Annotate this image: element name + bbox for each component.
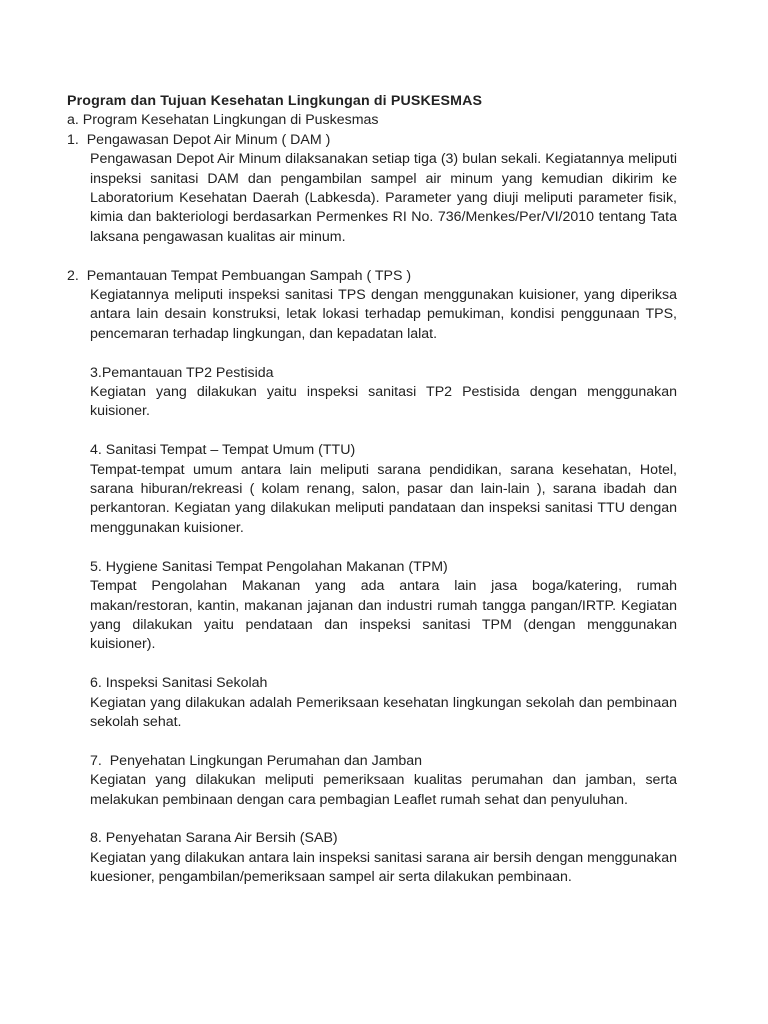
document-title: Program dan Tujuan Kesehatan Lingkungan di PUSKESMAS <box>67 93 483 109</box>
program-item-heading: 1. Pengawasan Depot Air Minum ( DAM ) <box>67 131 331 148</box>
program-item-1 <box>67 131 677 247</box>
program-item-body: Kegiatan yang dilakukan meliputi pemeriksaan kualitas perumahan dan jamban, serta melakukan pembinaan dengan cara pembagian Leaflet rumah sehat dan penyuluhan. <box>90 772 677 808</box>
program-item-3 <box>67 364 677 422</box>
program-item-body: Kegiatan yang dilakukan antara lain inspeksi sanitasi sarana air bersih dengan menggunakan kuesioner, pengambilan/pemeriksaan sampel air serta dilakukan pembinaan. <box>90 849 677 886</box>
document-subtitle: a. Program Kesehatan Lingkungan di Puskesmas <box>67 112 379 129</box>
program-item-body: Tempat Pengolahan Makanan yang ada antara lain jasa boga/katering, rumah makan/restoran, kantin, makanan jajanan dan industri rumah tangga pangan/IRTP. Kegiatan yang dilakukan yaitu pendataan dan inspeksi sanitasi TPM (dengan menggunakan kuisioner). <box>90 578 677 653</box>
program-item-8 <box>67 829 677 887</box>
program-item-5 <box>67 558 677 655</box>
program-item-4 <box>67 441 677 538</box>
program-item-body: Pengawasan Depot Air Minum dilaksanakan setiap tiga (3) bulan sekali. Kegiatannya meliputi inspeksi sanitasi DAM dan pengambilan sampel air minum yang kemudian dikirim ke Laboratorium Kesehatan Daerah (Labkesda). Parameter yang diuji meliputi parameter fisik, kimia dan bakteriologi berdasarkan Permenkes RI No. 736/Menkes/Per/VI/2010 tentang Tata laksana pengawasan kualitas air minum. <box>90 151 677 245</box>
program-item-heading: 7. Penyehatan Lingkungan Perumahan dan Jamban <box>90 752 423 769</box>
program-item-body: Kegiatannya meliputi inspeksi sanitasi TPS dengan menggunakan kuisioner, yang diperiksa antara lain desain konstruksi, letak lokasi terhadap pemukiman, kondisi penggunaan TPS, pencemaran terhadap lingkungan, dan kepadatan lalat. <box>90 287 677 342</box>
program-item-heading: 2. Pemantauan Tempat Pembuangan Sampah ( TPS ) <box>67 267 412 284</box>
program-item-6 <box>67 674 677 732</box>
program-item-heading: 8. Penyehatan Sarana Air Bersih (SAB) <box>90 830 338 847</box>
program-item-body: Kegiatan yang dilakukan yaitu inspeksi sanitasi TP2 Pestisida dengan menggunakan kuisioner. <box>90 384 677 420</box>
program-item-2 <box>67 267 677 345</box>
program-item-heading: 4. Sanitasi Tempat – Tempat Umum (TTU) <box>90 442 356 459</box>
program-item-body: Kegiatan yang dilakukan adalah Pemeriksaan kesehatan lingkungan sekolah dan pembinaan sekolah sehat. <box>90 694 677 730</box>
program-item-heading: 3.Pemantauan TP2 Pestisida <box>90 364 274 381</box>
program-item-heading: 6. Inspeksi Sanitasi Sekolah <box>90 675 268 692</box>
document-content <box>67 92 677 888</box>
program-item-heading: 5. Hygiene Sanitasi Tempat Pengolahan Makanan (TPM) <box>90 558 448 575</box>
program-item-body: Tempat-tempat umum antara lain meliputi sarana pendidikan, sarana kesehatan, Hotel, sarana hiburan/rekreasi ( kolam renang, salon, pasar dan lain-lain ), sarana ibadah dan perkantoran. Kegiatan yang dilakukan meliputi pandataan dan inspeksi sanitasi TTU dengan menggunakan kuisioner. <box>90 461 677 536</box>
program-item-7 <box>67 752 677 810</box>
